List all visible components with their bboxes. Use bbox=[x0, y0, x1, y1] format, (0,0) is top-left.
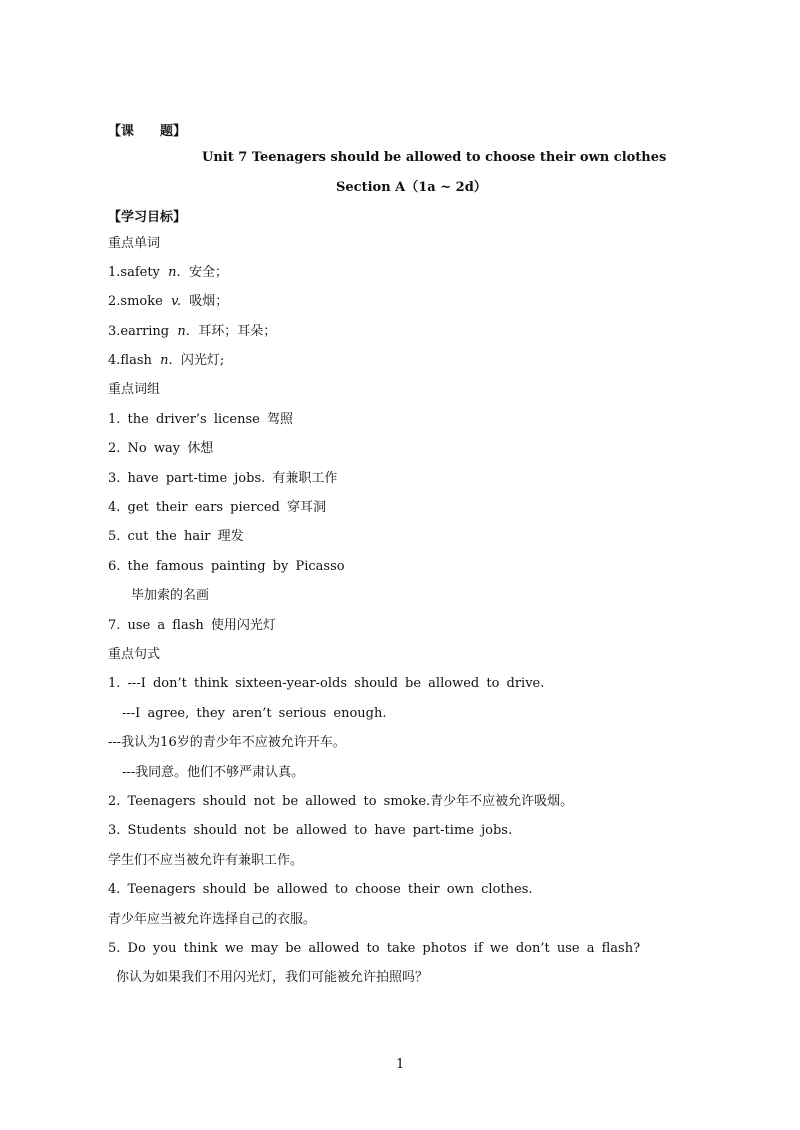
sentence-line: 青少年应当被允许选择自己的衣服。 bbox=[108, 912, 317, 927]
word-item bbox=[108, 265, 228, 281]
words-heading: 重点单词 bbox=[108, 236, 161, 251]
phrases-heading: 重点词组 bbox=[108, 382, 161, 397]
word-text: smoke bbox=[120, 294, 163, 309]
sentence-line: ---我认为16岁的青少年不应被允许开车。 bbox=[108, 735, 346, 750]
word-item bbox=[108, 324, 276, 340]
word-item bbox=[108, 294, 228, 310]
word-meaning: 耳环；耳朵； bbox=[198, 324, 277, 339]
phrase-item: 2. No way 休想 bbox=[108, 441, 214, 456]
sentence-line: ---我同意。他们不够严肃认真。 bbox=[122, 765, 305, 780]
word-num: 2. bbox=[108, 294, 121, 309]
word-meaning: 吸烟； bbox=[189, 294, 229, 309]
phrase-item-translation: 毕加索的名画 bbox=[131, 588, 210, 603]
word-item bbox=[108, 353, 224, 369]
word-text: flash bbox=[120, 353, 152, 368]
word-num: 3. bbox=[108, 324, 121, 339]
section-title: Section A（1a ~ 2d） bbox=[336, 180, 487, 195]
unit-title: Unit 7 Teenagers should be allowed to choose their own clothes bbox=[202, 150, 667, 165]
word-pos: v. bbox=[171, 294, 182, 309]
sentence-line: 你认为如果我们不用闪光灯，我们可能被允许拍照吗？ bbox=[116, 970, 429, 985]
word-num: 1. bbox=[108, 265, 121, 280]
word-text: earring bbox=[120, 324, 170, 339]
goals-label: 【学习目标】 bbox=[108, 210, 187, 225]
sentence-line: 1. ---I don’t think sixteen-year-olds should be allowed to drive. bbox=[108, 676, 545, 691]
sentence-line: 4. Teenagers should be allowed to choose their own clothes. bbox=[108, 882, 533, 897]
sentences-heading: 重点句式 bbox=[108, 647, 161, 662]
sentence-line: ---I agree, they aren’t serious enough. bbox=[122, 706, 387, 721]
phrase-item: 5. cut the hair 理发 bbox=[108, 529, 244, 544]
word-pos: n. bbox=[168, 265, 181, 280]
topic-label: 【课 题】 bbox=[108, 124, 187, 139]
sentence-line: 2. Teenagers should not be allowed to smoke.青少年不应被允许吸烟。 bbox=[108, 794, 574, 809]
phrase-item: 1. the driver’s license 驾照 bbox=[108, 412, 293, 427]
word-pos: n. bbox=[177, 324, 190, 339]
word-meaning: 安全； bbox=[188, 265, 228, 280]
word-meaning: 闪光灯; bbox=[180, 353, 225, 368]
word-text: safety bbox=[120, 265, 160, 280]
phrase-item: 6. the famous painting by Picasso bbox=[108, 559, 345, 574]
sentence-line: 3. Students should not be allowed to have part-time jobs. bbox=[108, 823, 513, 838]
word-num: 4. bbox=[108, 353, 121, 368]
phrase-item: 7. use a flash 使用闪光灯 bbox=[108, 618, 276, 633]
phrase-item: 4. get their ears pierced 穿耳洞 bbox=[108, 500, 326, 515]
word-pos: n. bbox=[160, 353, 173, 368]
sentence-line: 5. Do you think we may be allowed to take photos if we don’t use a flash? bbox=[108, 941, 641, 956]
sentence-line: 学生们不应当被允许有兼职工作。 bbox=[108, 853, 304, 868]
phrase-item: 3. have part-time jobs. 有兼职工作 bbox=[108, 471, 338, 486]
page-number: 1 bbox=[396, 1057, 405, 1072]
